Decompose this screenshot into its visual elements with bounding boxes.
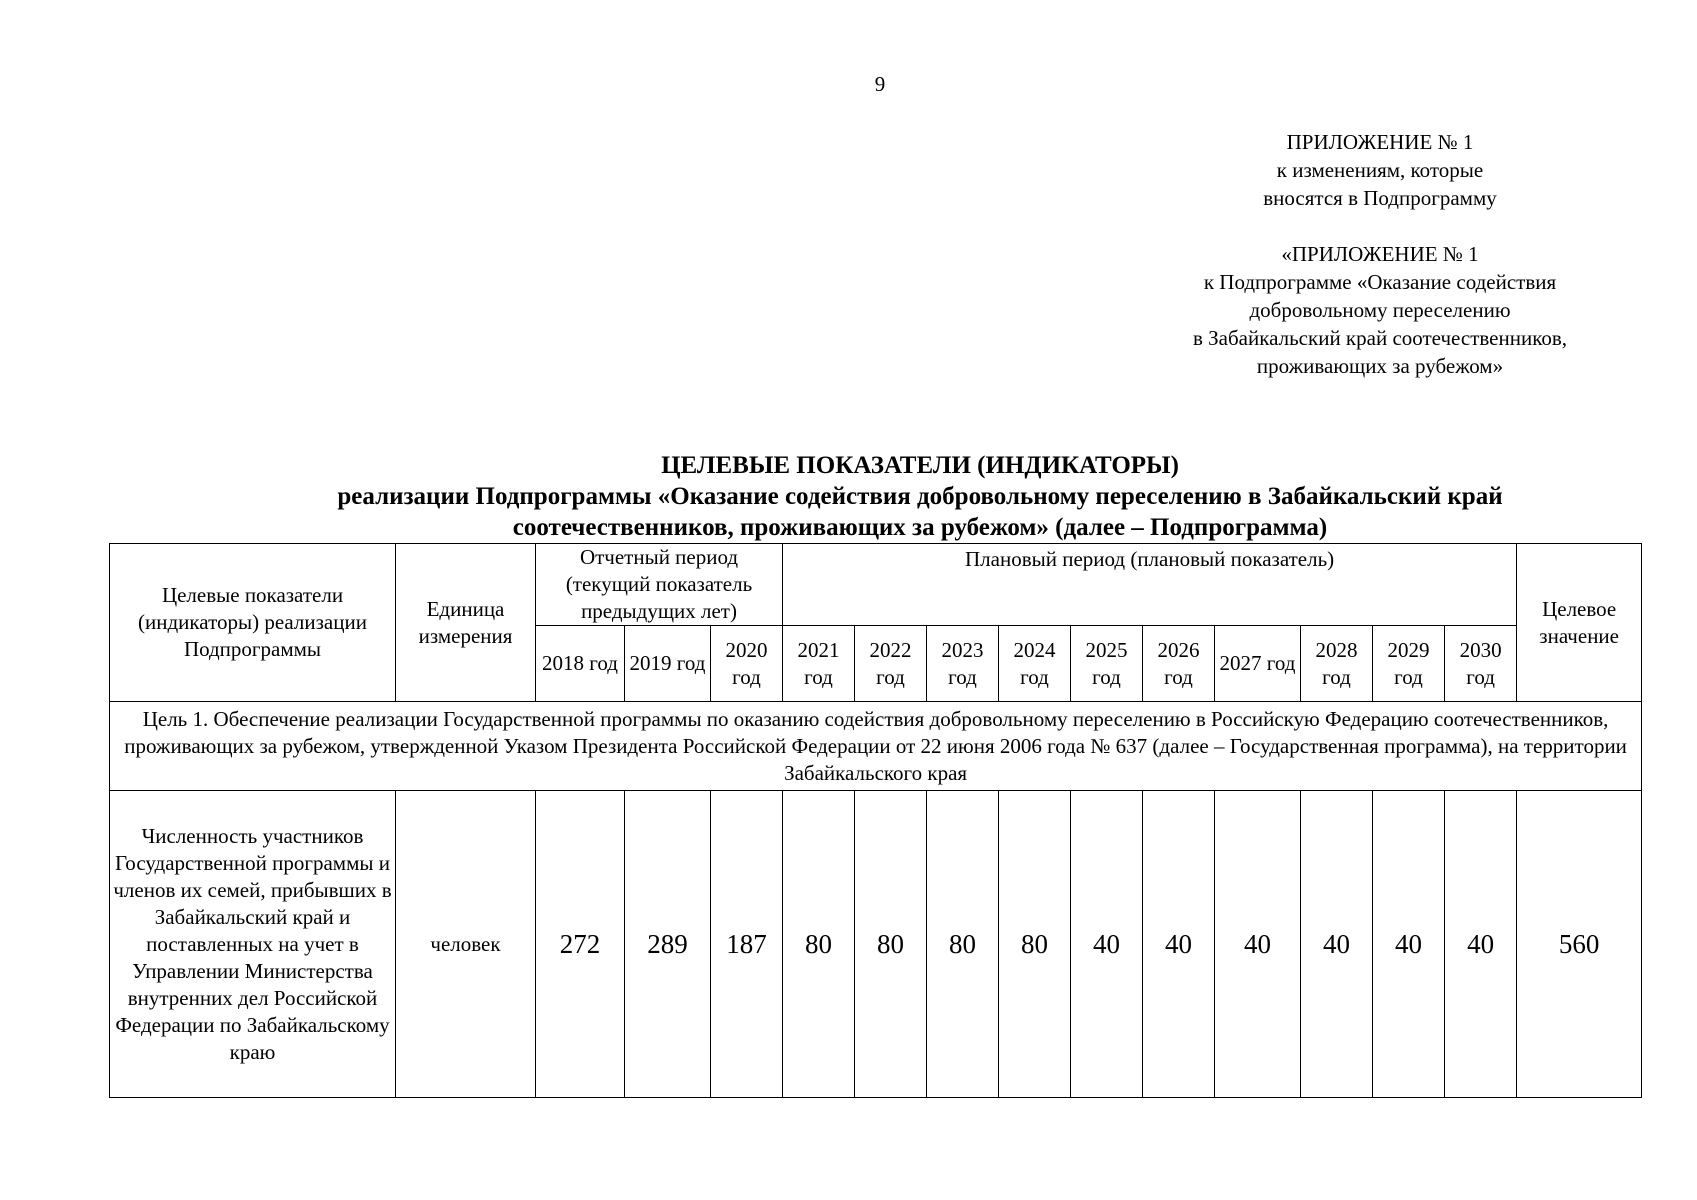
value-cell: 80 (783, 791, 855, 1098)
appendix-subheader (1100, 240, 1660, 380)
appendix-header-line: вносятся в Подпрограмму (1263, 186, 1497, 210)
value-cell: 272 (536, 791, 625, 1098)
year-header: 2027 год (1215, 626, 1301, 702)
title-line: реализации Подпрограммы «Оказание содействия добровольному переселению в Забайкальский край (337, 483, 1503, 510)
unit-value: человек (396, 791, 536, 1098)
page-number: 9 (874, 72, 886, 96)
year-header: 2019 год (625, 626, 711, 702)
value-cell: 40 (1373, 791, 1445, 1098)
title-line: соотечественников, проживающих за рубежом» (далее – Подпрограмма) (512, 514, 1328, 541)
appendix-sub-line: в Забайкальский край соотечественников, (1192, 326, 1567, 350)
goal-text: Цель 1. Обеспечение реализации Государственной программы по оказанию содействия добровольному переселению в Российскую Федерацию соотечественников, проживающих за рубежом, утвержденной Указом Президента Российской Федерации от 22 июня 2006 года № 637 (далее – Государственная программа), на территории Забайкальского края (110, 702, 1642, 791)
document-title (0, 450, 1697, 543)
title-line: ЦЕЛЕВЫЕ ПОКАЗАТЕЛИ (ИНДИКАТОРЫ) (661, 452, 1179, 479)
appendix-sub-line: к Подпрограмме «Оказание содействия (1203, 270, 1557, 294)
appendix-header-line: ПРИЛОЖЕНИЕ № 1 (1286, 130, 1474, 154)
header-reporting-period: Отчетный период (текущий показатель предыдущих лет) (536, 544, 783, 626)
year-header: 2021 год (783, 626, 855, 702)
value-cell: 80 (927, 791, 999, 1098)
value-cell: 40 (1143, 791, 1215, 1098)
value-cell: 40 (1445, 791, 1517, 1098)
year-header: 2025 год (1071, 626, 1143, 702)
header-planned-period: Плановый период (плановый показатель) (783, 544, 1517, 626)
value-cell: 40 (1215, 791, 1301, 1098)
table-row (110, 791, 1642, 1098)
target-value: 560 (1517, 791, 1642, 1098)
year-header: 2018 год (536, 626, 625, 702)
year-header: 2030 год (1445, 626, 1517, 702)
year-header: 2024 год (999, 626, 1071, 702)
year-header: 2023 год (927, 626, 999, 702)
header-target: Целевое значение (1517, 544, 1642, 702)
value-cell: 80 (855, 791, 927, 1098)
table-header-row (110, 544, 1642, 626)
year-header: 2028 год (1301, 626, 1373, 702)
value-cell: 187 (711, 791, 783, 1098)
header-unit: Единица измерения (396, 544, 536, 702)
indicator-name: Численность участников Государственной программы и членов их семей, прибывших в Забайкальский край и поставленных на учет в Управлении Министерства внутренних дел Российской Федерации по Забайкальскому краю (110, 791, 396, 1098)
goal-row (110, 702, 1642, 791)
value-cell: 80 (999, 791, 1071, 1098)
year-header: 2020 год (711, 626, 783, 702)
year-header: 2026 год (1143, 626, 1215, 702)
year-header: 2029 год (1373, 626, 1445, 702)
value-cell: 40 (1071, 791, 1143, 1098)
appendix-sub-line: «ПРИЛОЖЕНИЕ № 1 (1281, 242, 1479, 266)
value-cell: 289 (625, 791, 711, 1098)
appendix-sub-line: проживающих за рубежом» (1256, 354, 1504, 378)
appendix-sub-line: добровольному переселению (1249, 298, 1511, 322)
appendix-header-line: к изменениям, которые (1276, 158, 1484, 182)
value-cell: 40 (1301, 791, 1373, 1098)
year-header: 2022 год (855, 626, 927, 702)
indicators-table (109, 543, 1642, 1098)
header-indicator: Целевые показатели (индикаторы) реализации Подпрограммы (110, 544, 396, 702)
appendix-header (1100, 128, 1660, 212)
